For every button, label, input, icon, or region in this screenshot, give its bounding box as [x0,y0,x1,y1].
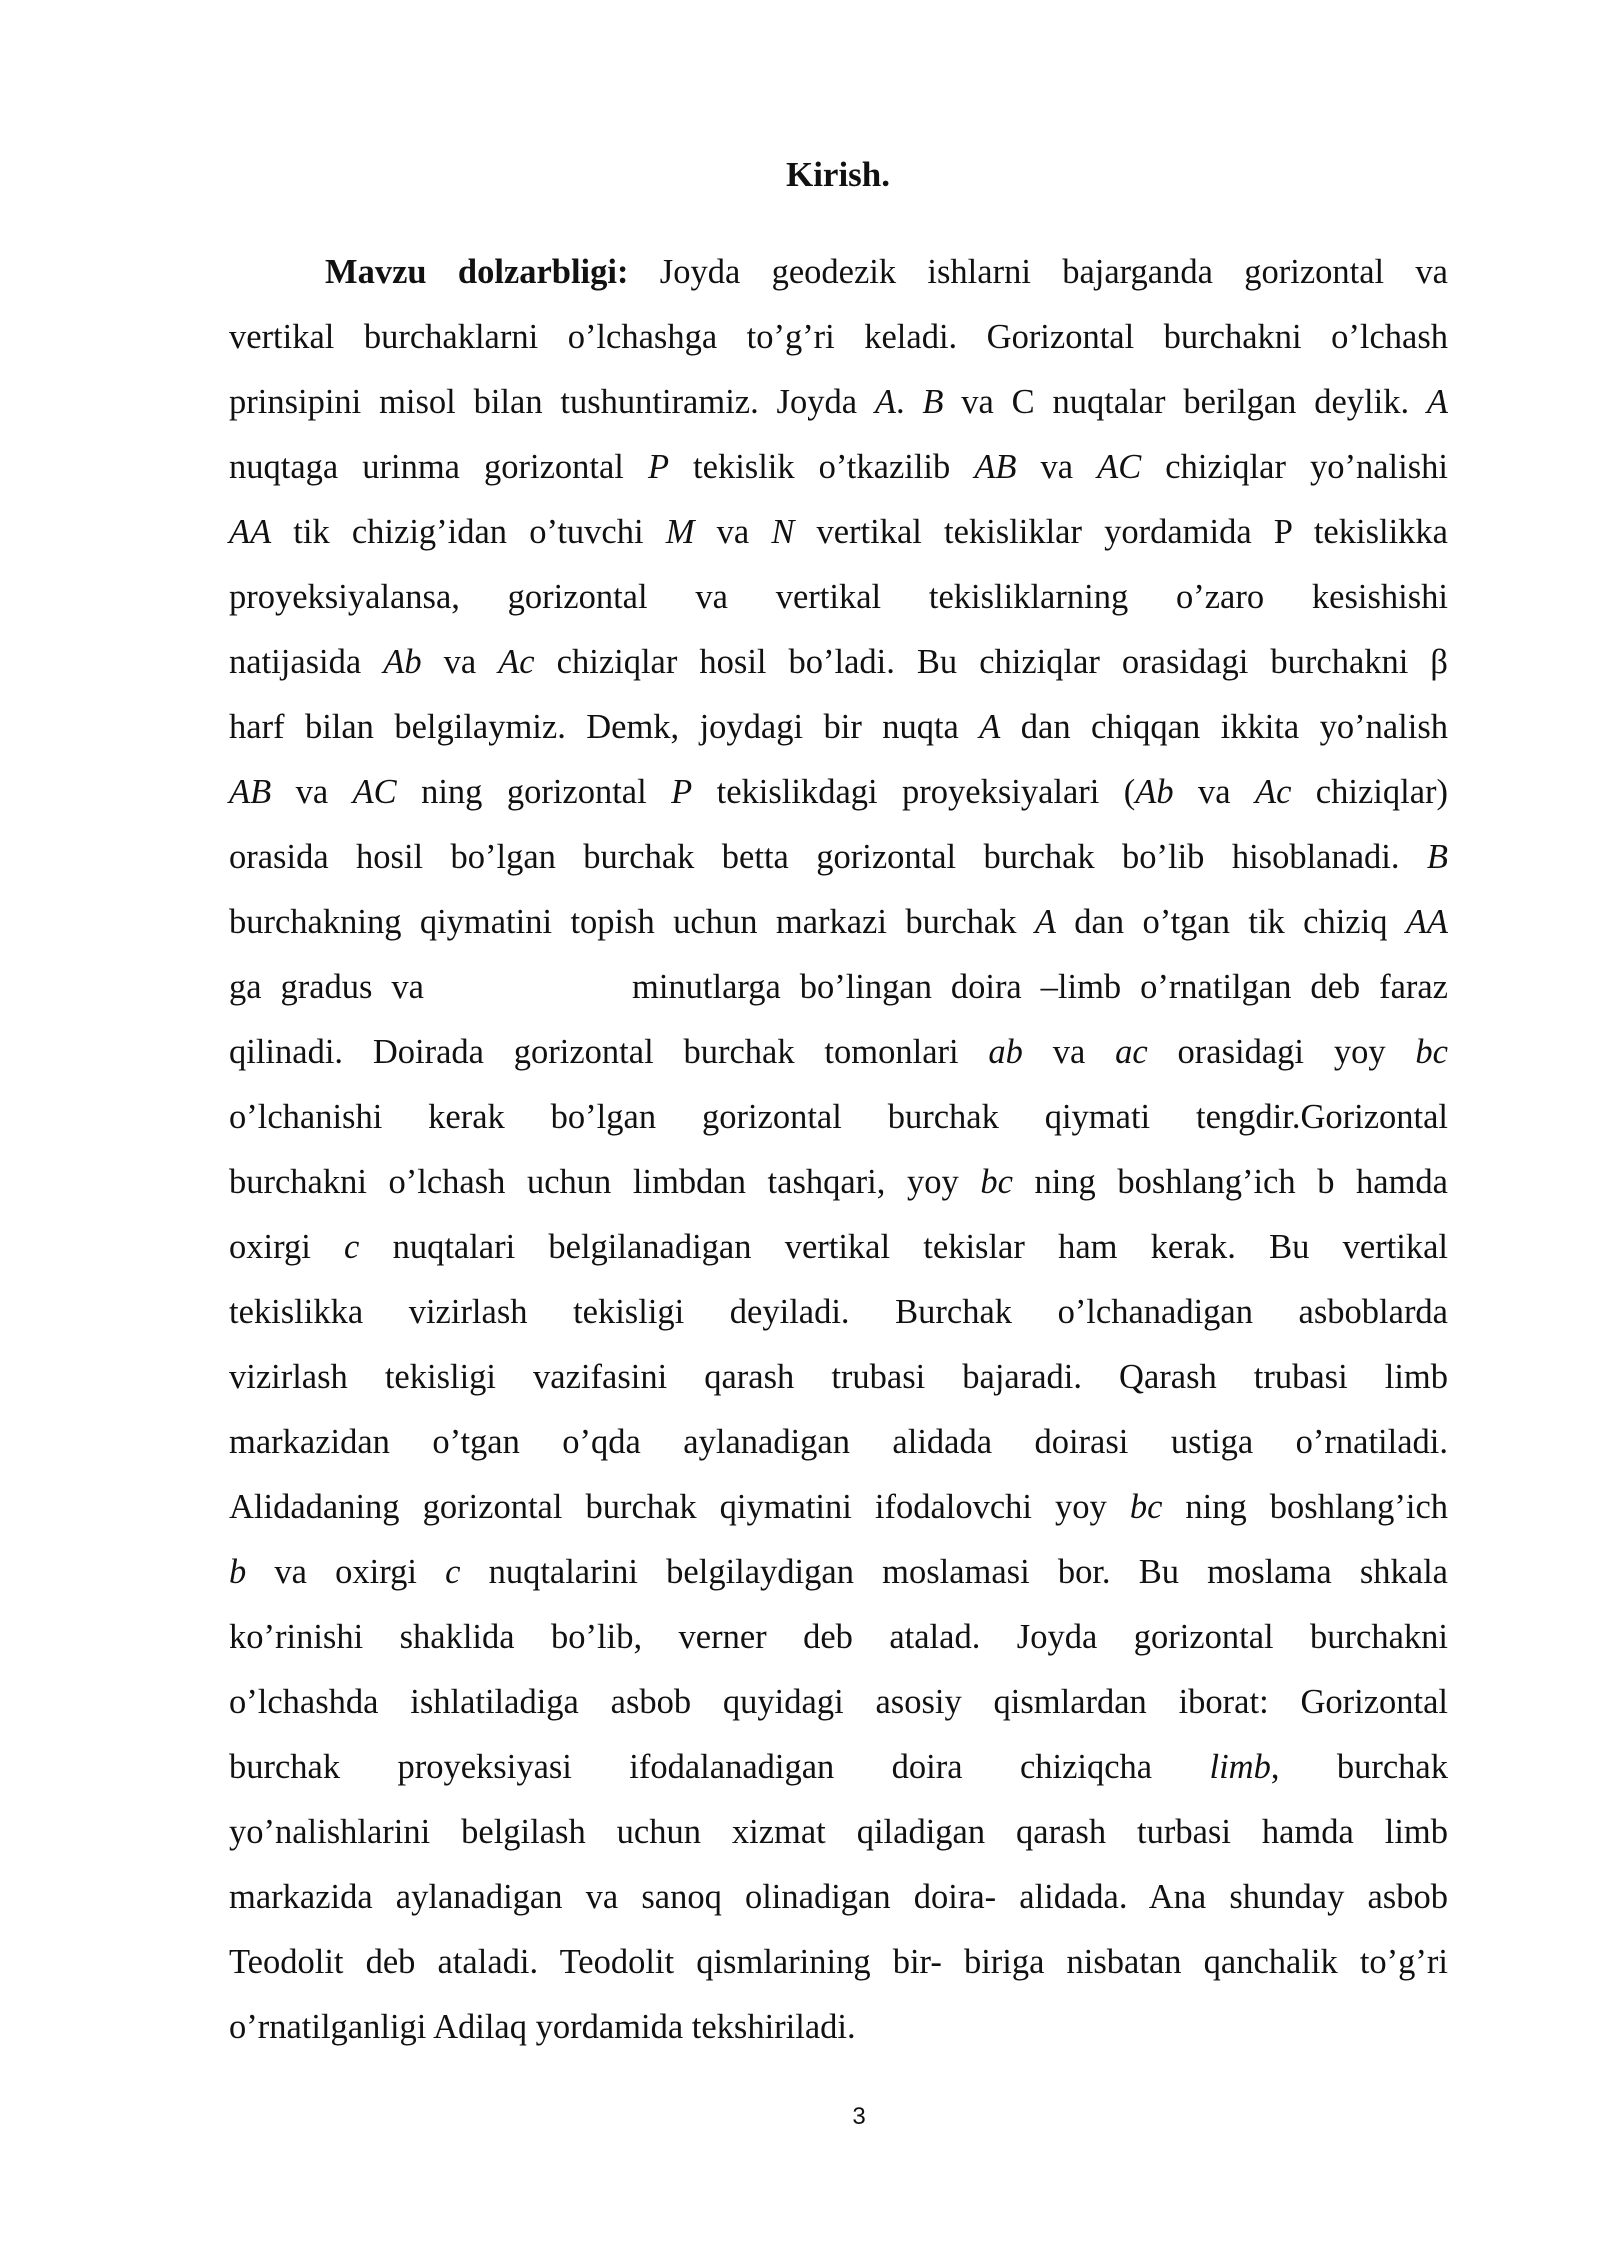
text-line: orasida hosil bo’lgan burchak betta gorizontal burchak bo’lib hisoblanadi. B [229,838,1448,876]
text-line: burchakning qiymatini topish uchun markazi burchak A dan o’tgan tik chiziq AA [229,903,1448,941]
text-line: o’rnatilganligi Adilaq yordamida tekshiriladi. [229,2008,856,2046]
text-line: natijasida Ab va Ac chiziqlar hosil bo’ladi. Bu chiziqlar orasidagi burchakni β [229,643,1448,681]
text-line: ga gradus va minutlarga bo’lingan doira –limb o’rnatilgan deb faraz [229,968,1448,1006]
page-title: Kirish. [785,155,891,194]
text-line: prinsipini misol bilan tushuntiramiz. Joyda A. B va C nuqtalar berilgan deylik. A [229,383,1448,421]
text-line: vizirlash tekisligi vazifasini qarash trubasi bajaradi. Qarash trubasi limb [229,1358,1448,1396]
text-line: proyeksiyalansa, gorizontal va vertikal tekisliklarning o’zaro kesishishi [229,578,1448,616]
text-line: o’lchashda ishlatiladiga asbob quyidagi asosiy qismlardan iborat: Gorizontal [229,1683,1448,1721]
text-line: burchak proyeksiyasi ifodalanadigan doira chiziqcha limb, burchak [229,1748,1448,1786]
text-line: burchakni o’lchash uchun limbdan tashqari, yoy bc ning boshlang’ich b hamda [229,1163,1448,1201]
text-line: tekislikka vizirlash tekisligi deyiladi. Burchak o’lchanadigan asboblarda [229,1293,1448,1331]
text-line: markazida aylanadigan va sanoq olinadigan doira- alidada. Ana shunday asbob [229,1878,1448,1916]
text-line: qilinadi. Doirada gorizontal burchak tomonlari ab va ac orasidagi yoy bc [229,1033,1448,1071]
text-line: ko’rinishi shaklida bo’lib, verner deb atalad. Joyda gorizontal burchakni [229,1618,1448,1656]
page-number: 3 [852,2103,866,2130]
body-paragraph [229,240,1448,2060]
text-line: AA tik chizig’idan o’tuvchi M va N vertikal tekisliklar yordamida P tekislikka [229,513,1448,551]
text-line: Alidadaning gorizontal burchak qiymatini ifodalovchi yoy bc ning boshlang’ich [229,1488,1449,1526]
text-line: nuqtaga urinma gorizontal P tekislik o’tkazilib AB va AC chiziqlar yo’nalishi [229,448,1448,486]
text-line: b va oxirgi c nuqtalarini belgilaydigan moslamasi bor. Bu moslama shkala [229,1553,1448,1591]
text-line: Mavzu dolzarbligi: Joyda geodezik ishlarni bajarganda gorizontal va [325,253,1448,291]
text-line: Teodolit deb ataladi. Teodolit qismlarining bir- biriga nisbatan qanchalik to’g’ri [229,1943,1448,1981]
text-line: vertikal burchaklarni o’lchashga to’g’ri keladi. Gorizontal burchakni o’lchash [229,318,1448,356]
text-line: harf bilan belgilaymiz. Demk, joydagi bir nuqta A dan chiqqan ikkita yo’nalish [229,708,1448,746]
text-line: AB va AC ning gorizontal P tekislikdagi proyeksiyalari (Ab va Ac chiziqlar) [229,773,1448,811]
text-line: yo’nalishlarini belgilash uchun xizmat qiladigan qarash turbasi hamda limb [229,1813,1448,1851]
text-line: oxirgi c nuqtalari belgilanadigan vertikal tekislar ham kerak. Bu vertikal [229,1228,1448,1266]
text-line: o’lchanishi kerak bo’lgan gorizontal burchak qiymati tengdir.Gorizontal [229,1098,1448,1136]
section-label: Mavzu dolzarbligi: [325,253,629,291]
text-line: markazidan o’tgan o’qda aylanadigan alidada doirasi ustiga o’rnatiladi. [229,1423,1448,1461]
